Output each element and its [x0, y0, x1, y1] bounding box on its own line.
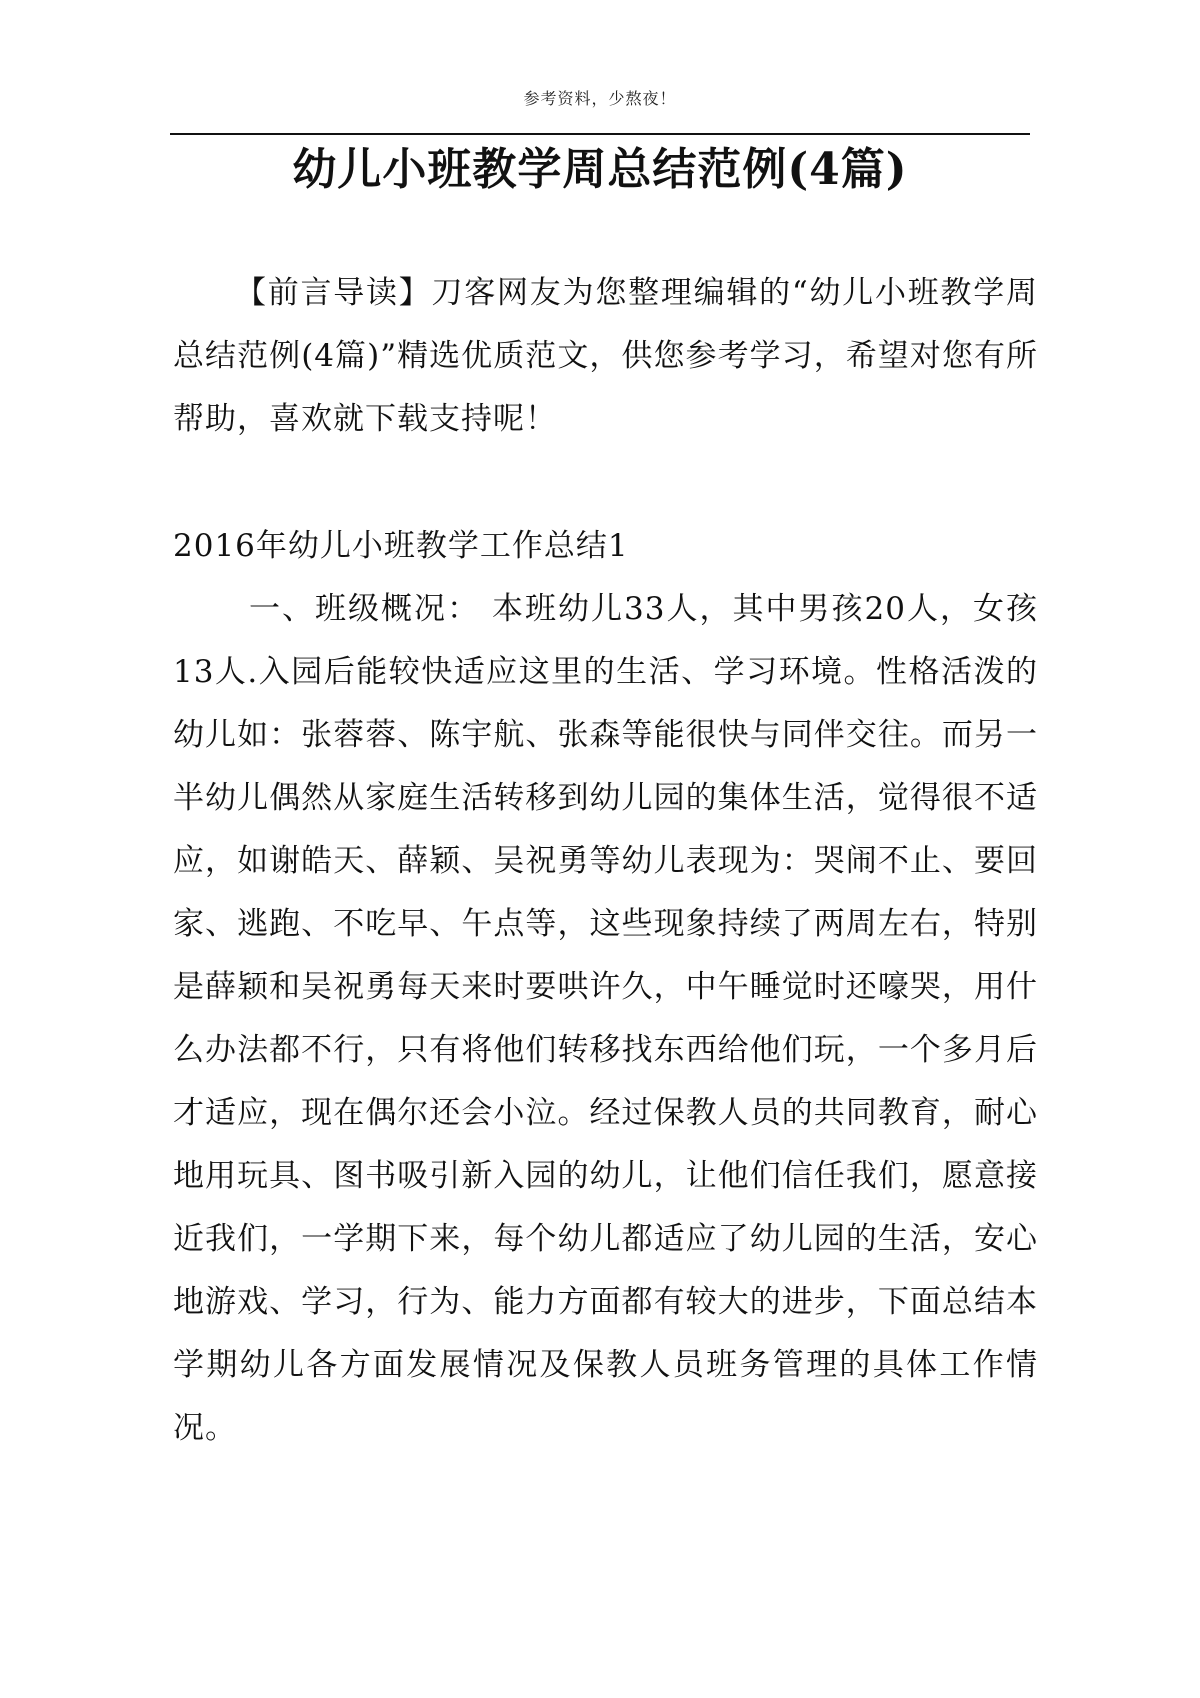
section-heading: 2016年幼儿小班教学工作总结1 [173, 528, 629, 564]
body-paragraph: 一、班级概况： 本班幼儿33人，其中男孩20人，女孩13人.入园后能较快适应这里的生活、学习环境。性格活泼的幼儿如：张蓉蓉、陈宇航、张森等能很快与同伴交往。而另一半幼儿偶然从家庭生活转移到幼儿园的集体生活，觉得很不适应，如谢皓天、薛颖、吴祝勇等幼儿表现为：哭闹不止、要回家、逃跑、不吃早、午点等，这些现象持续了两周左右，特别是薛颖和吴祝勇每天来时要哄许久，中午睡觉时还嚎哭，用什么办法都不行，只有将他们转移找东西给他们玩，一个多月后才适应，现在偶尔还会小泣。经过保教人员的共同教育，耐心地用玩具、图书吸引新入园的幼儿，让他们信任我们，愿意接近我们，一学期下来，每个幼儿都适应了幼儿园的生活，安心地游戏、学习，行为、能力方面都有较大的进步，下面总结本学期幼儿各方面发展情况及保教人员班务管理的具体工作情况。 [173, 591, 1038, 1446]
document-title: 幼儿小班教学周总结范例(4篇) [292, 144, 908, 195]
header-divider [170, 133, 1030, 135]
header-note: 参考资料，少熬夜！ [523, 89, 677, 108]
intro-paragraph: 【前言导读】刀客网友为您整理编辑的“幼儿小班教学周总结范例(4篇)”精选优质范文，供您参考学习，希望对您有所帮助，喜欢就下载支持呢！ [173, 275, 1038, 437]
